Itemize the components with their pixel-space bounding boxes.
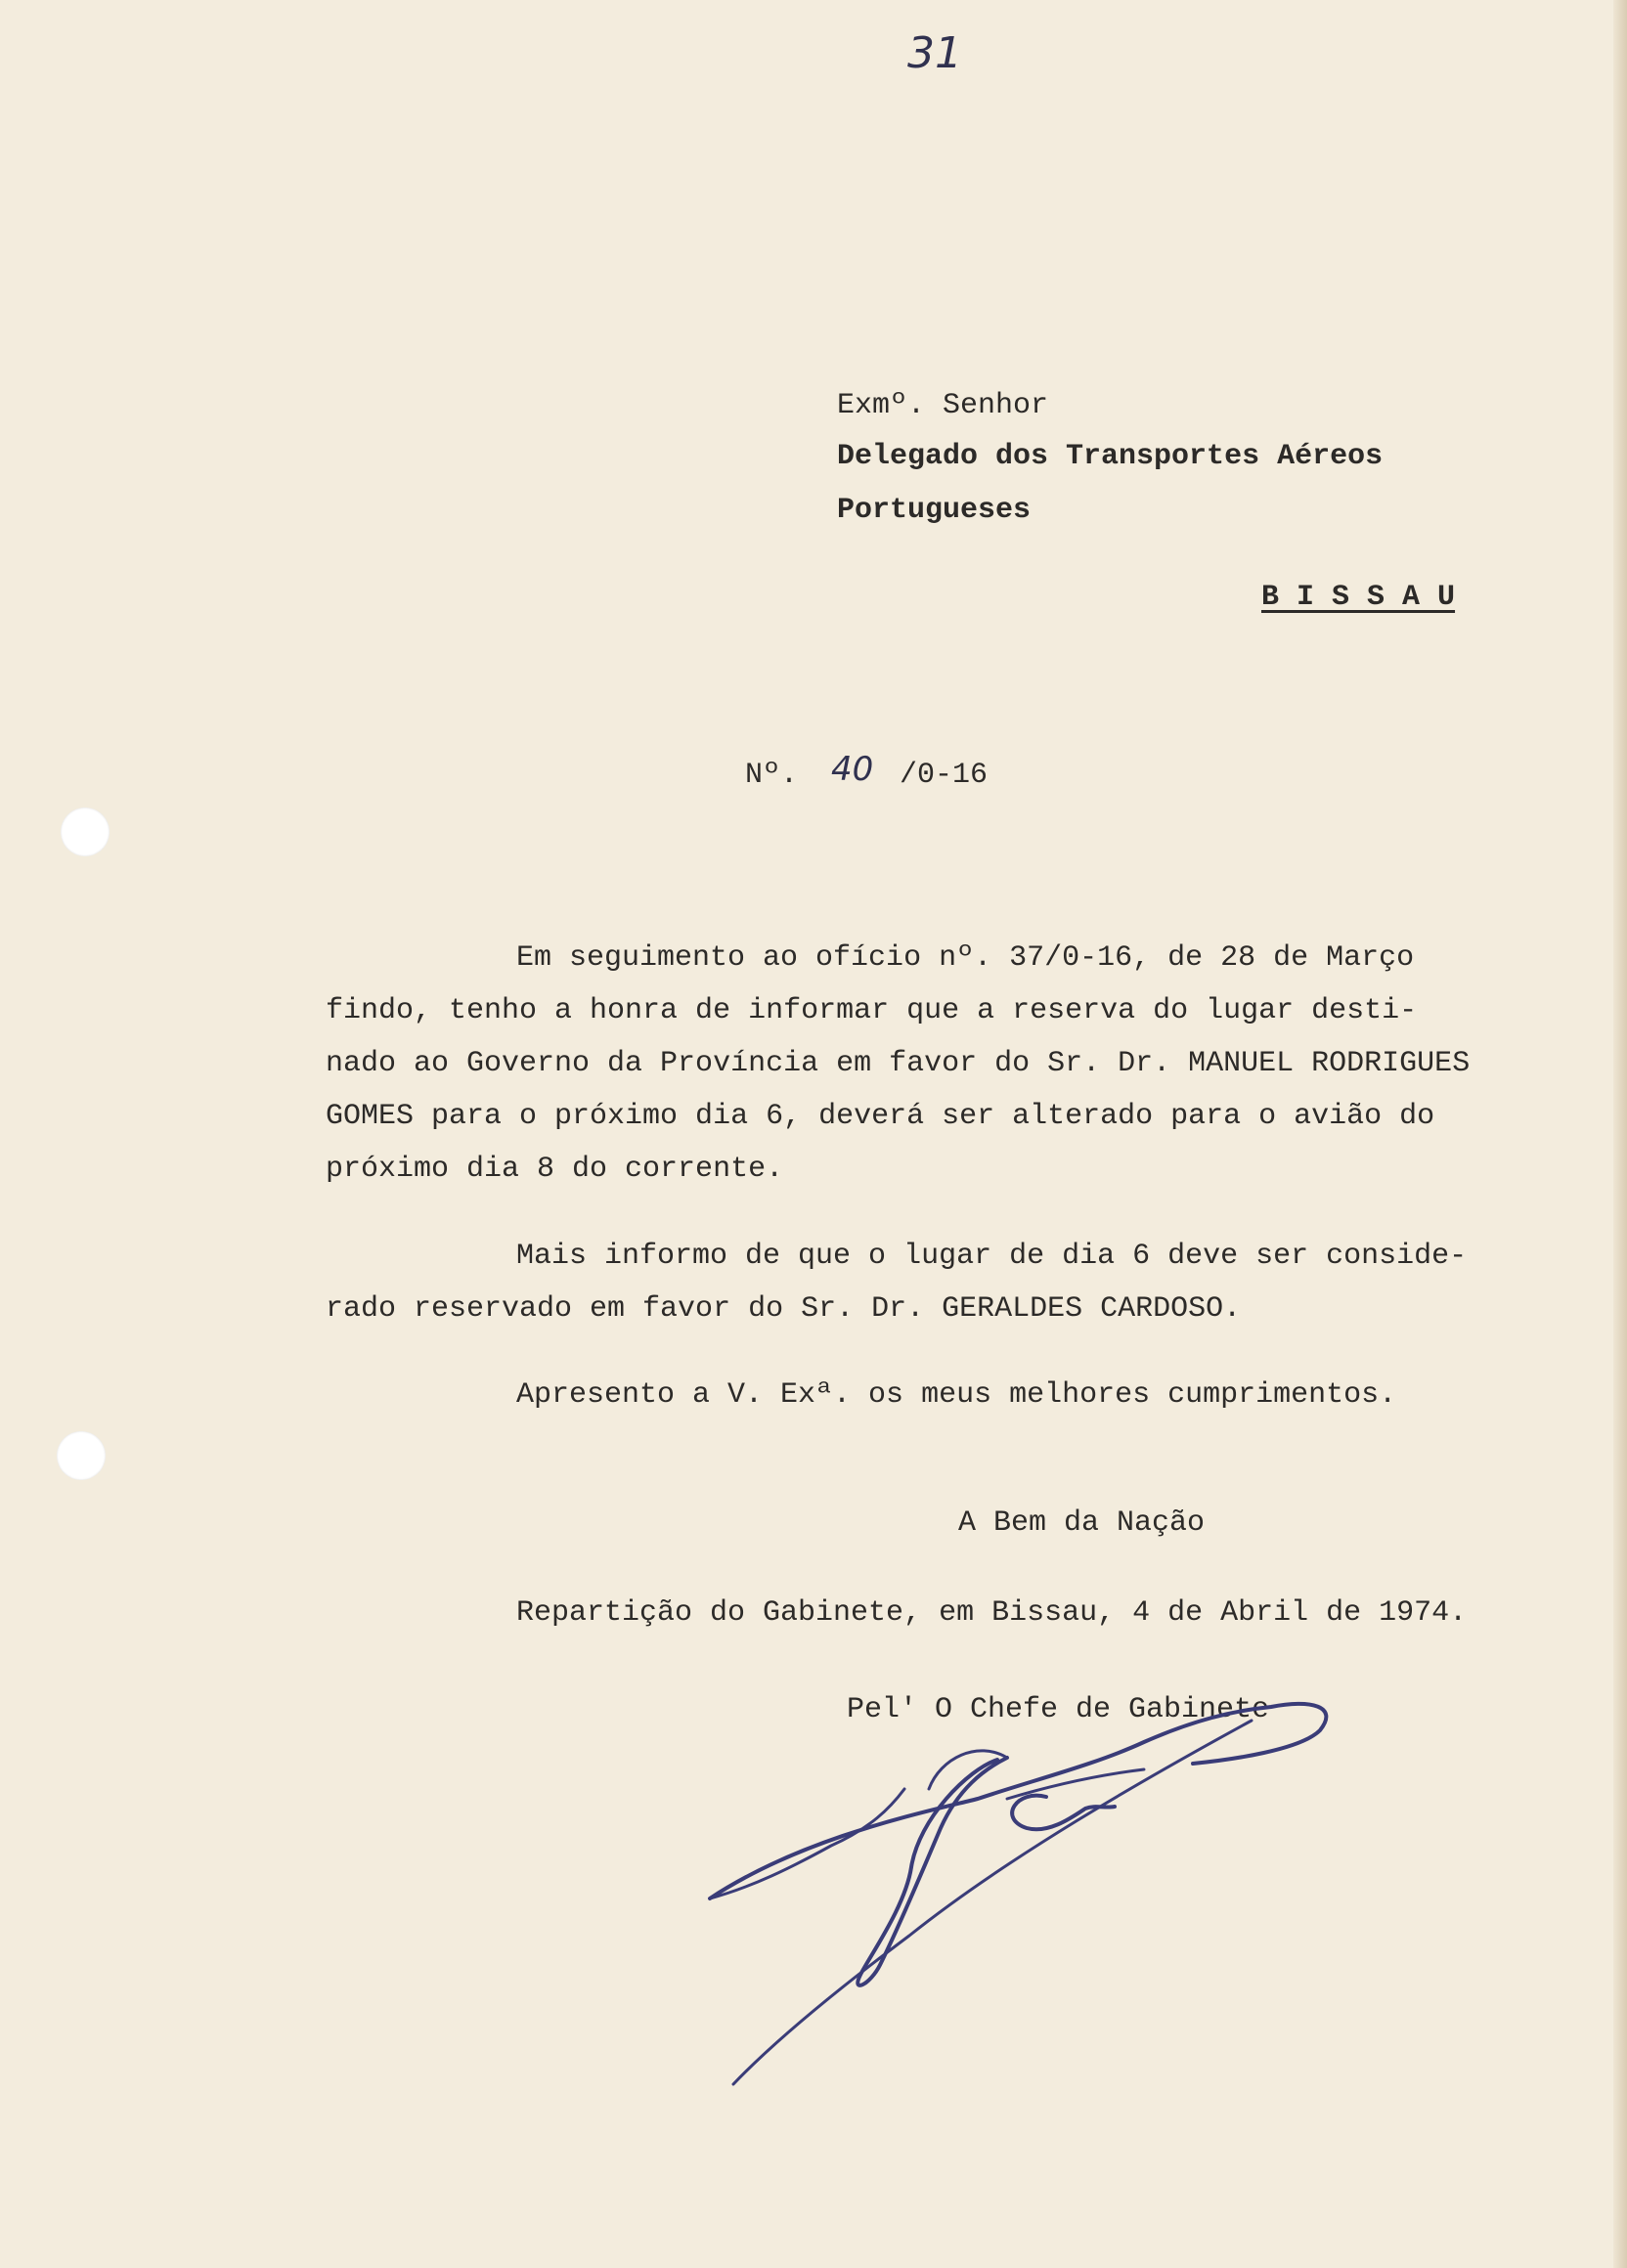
addressee-title: Delegado dos Transportes Aéreos — [837, 440, 1384, 473]
handwritten-signature — [684, 1681, 1467, 2112]
addressee-organisation: Portugueses — [837, 494, 1032, 527]
signatory-title: Pel' O Chefe de Gabinete — [847, 1693, 1270, 1726]
body-paragraph-3: Apresento a V. Exª. os meus melhores cumprimentos. — [516, 1378, 1397, 1412]
body-line: GOMES para o próximo dia 6, deverá ser alterado para o avião do — [326, 1100, 1435, 1133]
page-number: 31 — [907, 28, 962, 78]
closing-motto: A Bem da Nação — [958, 1506, 1206, 1540]
reference-prefix: Nº. — [745, 759, 799, 792]
body-line: findo, tenho a honra de informar que a reserva do lugar desti- — [326, 994, 1418, 1027]
reference-handwritten-number: 40 — [831, 750, 874, 789]
body-line: Em seguimento ao ofício nº. 37/0-16, de 28 de Março — [516, 941, 1415, 975]
place-and-date: Repartição do Gabinete, em Bissau, 4 de Abril de 1974. — [516, 1596, 1468, 1630]
punch-hole-top — [61, 807, 110, 856]
addressee-salutation: Exmº. Senhor — [837, 389, 1049, 422]
body-line: Mais informo de que o lugar de dia 6 deve ser conside- — [516, 1240, 1468, 1273]
reference-suffix: /0-16 — [900, 759, 989, 792]
punch-hole-bottom — [57, 1431, 106, 1480]
body-line: rado reservado em favor do Sr. Dr. GERALDES CARDOSO. — [326, 1292, 1242, 1326]
body-line: próximo dia 8 do corrente. — [326, 1153, 784, 1186]
paper-edge — [1613, 0, 1627, 2268]
body-line: nado ao Governo da Província em favor do Sr. Dr. MANUEL RODRIGUES — [326, 1047, 1471, 1080]
addressee-city: B I S S A U — [1261, 581, 1456, 614]
